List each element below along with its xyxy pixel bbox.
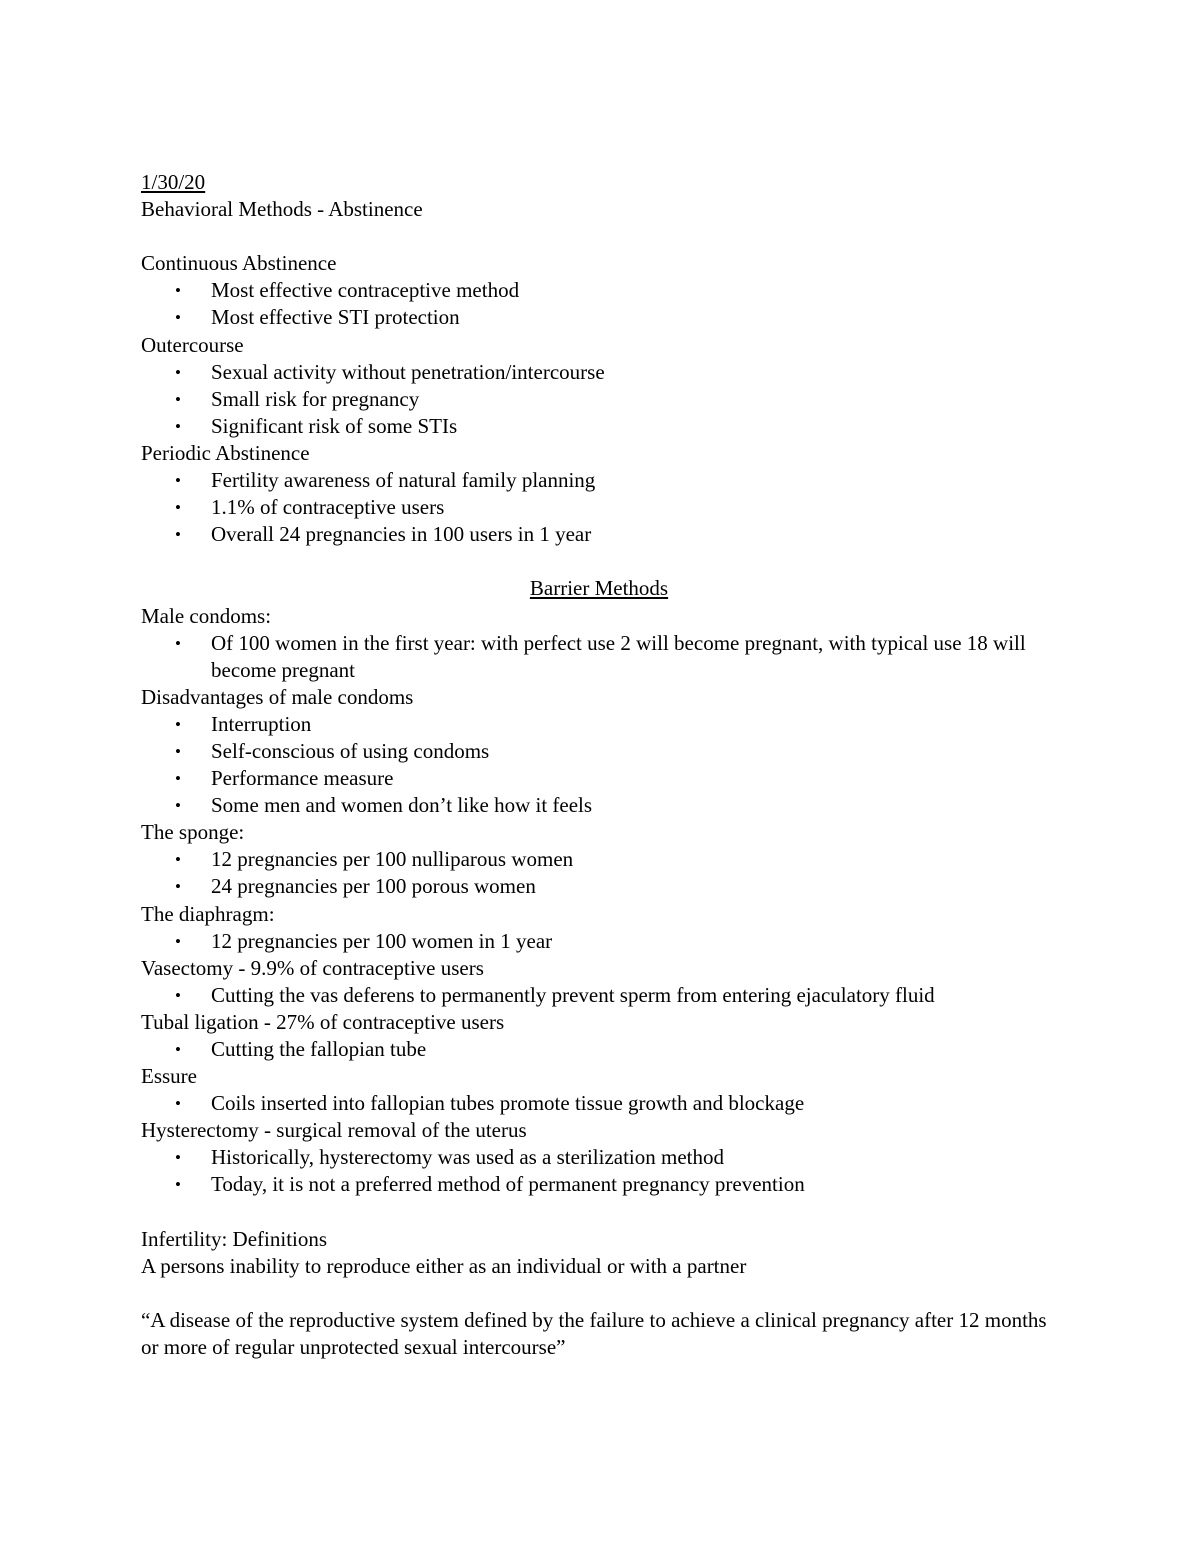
bullet-icon: • <box>175 525 181 545</box>
spacer <box>141 1280 1061 1307</box>
list-item: • Some men and women don’t like how it feels <box>141 792 1061 819</box>
bullet-list <box>141 277 1061 331</box>
document-page <box>141 169 1061 1361</box>
list-item: • Significant risk of some STIs <box>141 413 1061 440</box>
note-date: 1/30/20 <box>141 170 206 194</box>
section-heading: Disadvantages of male condoms <box>141 684 414 709</box>
bullet-icon: • <box>175 931 181 951</box>
bullet-icon: • <box>175 308 181 328</box>
bullet-list <box>141 711 1061 819</box>
section-title-barrier: Barrier Methods <box>529 576 669 601</box>
section-heading: Vasectomy - 9.9% of contraceptive users <box>141 955 484 980</box>
list-item: • 1.1% of contraceptive users <box>141 494 1061 521</box>
list-item: • Coils inserted into fallopian tubes promote tissue growth and blockage <box>141 1090 1061 1117</box>
spacer <box>141 548 1061 575</box>
section-heading: The diaphragm: <box>141 901 275 926</box>
bullet-list <box>141 1036 1061 1063</box>
bullet-icon: • <box>175 416 181 436</box>
list-item: • Most effective contraceptive method <box>141 277 1061 304</box>
list-item: • Of 100 women in the first year: with perfect use 2 will become pregnant, with typical use 18 will become pregnant <box>175 630 1026 682</box>
list-item: • Cutting the vas deferens to permanently prevent sperm from entering ejaculatory fluid <box>141 982 1061 1009</box>
section-heading: Hysterectomy - surgical removal of the uterus <box>141 1118 527 1143</box>
bullet-icon: • <box>175 471 181 491</box>
list-item: • Overall 24 pregnancies in 100 users in 1 year <box>141 521 1061 548</box>
section-heading: The sponge: <box>141 820 245 845</box>
bullet-icon: • <box>175 769 181 789</box>
bullet-list <box>141 1090 1061 1117</box>
bullet-icon: • <box>175 714 181 734</box>
spacer <box>141 223 1061 250</box>
list-item: • Interruption <box>141 711 1061 738</box>
list-item: • Cutting the fallopian tube <box>141 1036 1061 1063</box>
list-item: • Small risk for pregnancy <box>141 386 1061 413</box>
list-item: • Most effective STI protection <box>141 304 1061 331</box>
spacer <box>141 1199 1061 1226</box>
list-item: • Performance measure <box>141 765 1061 792</box>
list-item: • Today, it is not a preferred method of permanent pregnancy prevention <box>141 1171 1061 1198</box>
bullet-list <box>141 467 1061 548</box>
list-item: • 12 pregnancies per 100 women in 1 year <box>141 928 1061 955</box>
bullet-icon: • <box>175 362 181 382</box>
bullet-icon: • <box>175 389 181 409</box>
list-item: • Self-conscious of using condoms <box>141 738 1061 765</box>
list-item: • Fertility awareness of natural family planning <box>141 467 1061 494</box>
bullet-list <box>141 630 1061 684</box>
bullet-icon: • <box>175 850 181 870</box>
section-heading-infertility: Infertility: Definitions <box>141 1226 328 1251</box>
section-heading: Periodic Abstinence <box>141 440 310 465</box>
bullet-list <box>141 359 1061 440</box>
bullet-icon: • <box>175 633 181 653</box>
list-item: • 12 pregnancies per 100 nulliparous women <box>141 846 1061 873</box>
bullet-icon: • <box>175 985 181 1005</box>
section-heading: Outercourse <box>141 332 244 357</box>
bullet-icon: • <box>175 1175 181 1195</box>
bullet-icon: • <box>175 1148 181 1168</box>
list-item: • Sexual activity without penetration/intercourse <box>141 359 1061 386</box>
section-heading: Essure <box>141 1064 197 1089</box>
bullet-icon: • <box>175 498 181 518</box>
bullet-list <box>141 1144 1061 1198</box>
page-title: Behavioral Methods - Abstinence <box>141 197 423 222</box>
bullet-icon: • <box>175 877 181 897</box>
section-heading: Tubal ligation - 27% of contraceptive users <box>141 1009 505 1034</box>
definition-text: A persons inability to reproduce either as an individual or with a partner <box>141 1253 747 1278</box>
definition-quote: “A disease of the reproductive system defined by the failure to achieve a clinical pregnancy after 12 months or more of regular unprotected sexual intercourse” <box>141 1307 1047 1360</box>
section-heading: Male condoms: <box>141 603 272 628</box>
bullet-icon: • <box>175 281 181 301</box>
list-item: • 24 pregnancies per 100 porous women <box>141 873 1061 900</box>
bullet-icon: • <box>175 1040 181 1059</box>
bullet-icon: • <box>175 741 181 761</box>
bullet-icon: • <box>175 796 181 816</box>
bullet-list <box>141 846 1061 900</box>
bullet-icon: • <box>175 1094 181 1114</box>
list-item: • Historically, hysterectomy was used as a sterilization method <box>141 1144 1061 1171</box>
section-heading: Continuous Abstinence <box>141 251 337 276</box>
bullet-list <box>141 928 1061 955</box>
bullet-list <box>141 982 1061 1009</box>
